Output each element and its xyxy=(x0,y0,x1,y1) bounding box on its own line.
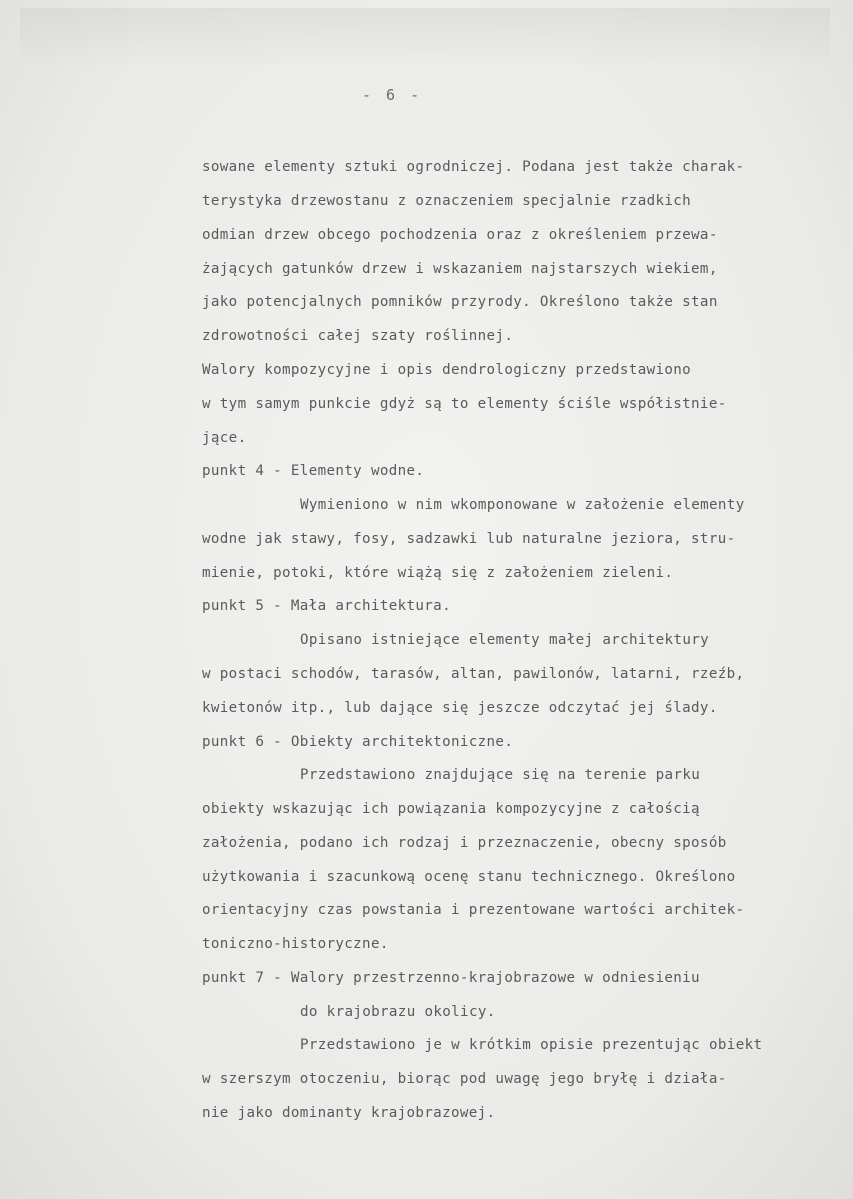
text-line: nie jako dominanty krajobrazowej. xyxy=(202,1105,496,1121)
section-heading: punkt 4 - Elementy wodne. xyxy=(202,463,425,479)
text-line: sowane elementy sztuki ogrodniczej. Podana jest także charak- xyxy=(202,159,745,175)
text-line: założenia, podano ich rodzaj i przeznaczenie, obecny sposób xyxy=(202,835,727,851)
text-line: Walory kompozycyjne i opis dendrologiczny przedstawiono xyxy=(202,362,692,378)
text-line: Przedstawiono znajdujące się na terenie parku xyxy=(300,767,701,783)
text-line: wodne jak stawy, fosy, sadzawki lub naturalne jeziora, stru- xyxy=(202,531,736,547)
text-line: w postaci schodów, tarasów, altan, pawilonów, latarni, rzeźb, xyxy=(202,666,745,682)
text-line: Wymieniono w nim wkomponowane w założenie elementy xyxy=(300,497,745,513)
text-line: toniczno-historyczne. xyxy=(202,936,389,952)
text-line: użytkowania i szacunkową ocenę stanu technicznego. Określono xyxy=(202,869,736,885)
text-line: kwietonów itp., lub dające się jeszcze odczytać jej ślady. xyxy=(202,700,718,716)
text-line: zdrowotności całej szaty roślinnej. xyxy=(202,328,514,344)
section-heading: punkt 6 - Obiekty architektoniczne. xyxy=(202,734,514,750)
text-line: w tym samym punkcie gdyż są to elementy ściśle współistnie- xyxy=(202,396,727,412)
scan-smudge xyxy=(20,8,830,68)
text-line: jące. xyxy=(202,430,247,446)
text-line: obiekty wskazując ich powiązania kompozycyjne z całością xyxy=(202,801,700,817)
text-line: orientacyjny czas powstania i prezentowane wartości architek- xyxy=(202,902,745,918)
text-line: Przedstawiono je w krótkim opisie prezentując obiekt xyxy=(300,1037,763,1053)
text-line: terystyka drzewostanu z oznaczeniem specjalnie rzadkich xyxy=(202,193,692,209)
section-heading: punkt 7 - Walory przestrzenno-krajobrazowe w odniesieniu xyxy=(202,970,700,986)
section-heading-continued: do krajobrazu okolicy. xyxy=(300,1004,496,1020)
page-number: - 6 - xyxy=(362,86,423,104)
text-line: żających gatunków drzew i wskazaniem najstarszych wiekiem, xyxy=(202,261,718,277)
text-line: w szerszym otoczeniu, biorąc pod uwagę jego bryłę i działa- xyxy=(202,1071,727,1087)
section-heading: punkt 5 - Mała architektura. xyxy=(202,598,451,614)
text-line: Opisano istniejące elementy małej architektury xyxy=(300,632,710,648)
text-line: jako potencjalnych pomników przyrody. Określono także stan xyxy=(202,294,718,310)
text-line: mienie, potoki, które wiążą się z założeniem zieleni. xyxy=(202,565,674,581)
text-line: odmian drzew obcego pochodzenia oraz z określeniem przewa- xyxy=(202,227,718,243)
